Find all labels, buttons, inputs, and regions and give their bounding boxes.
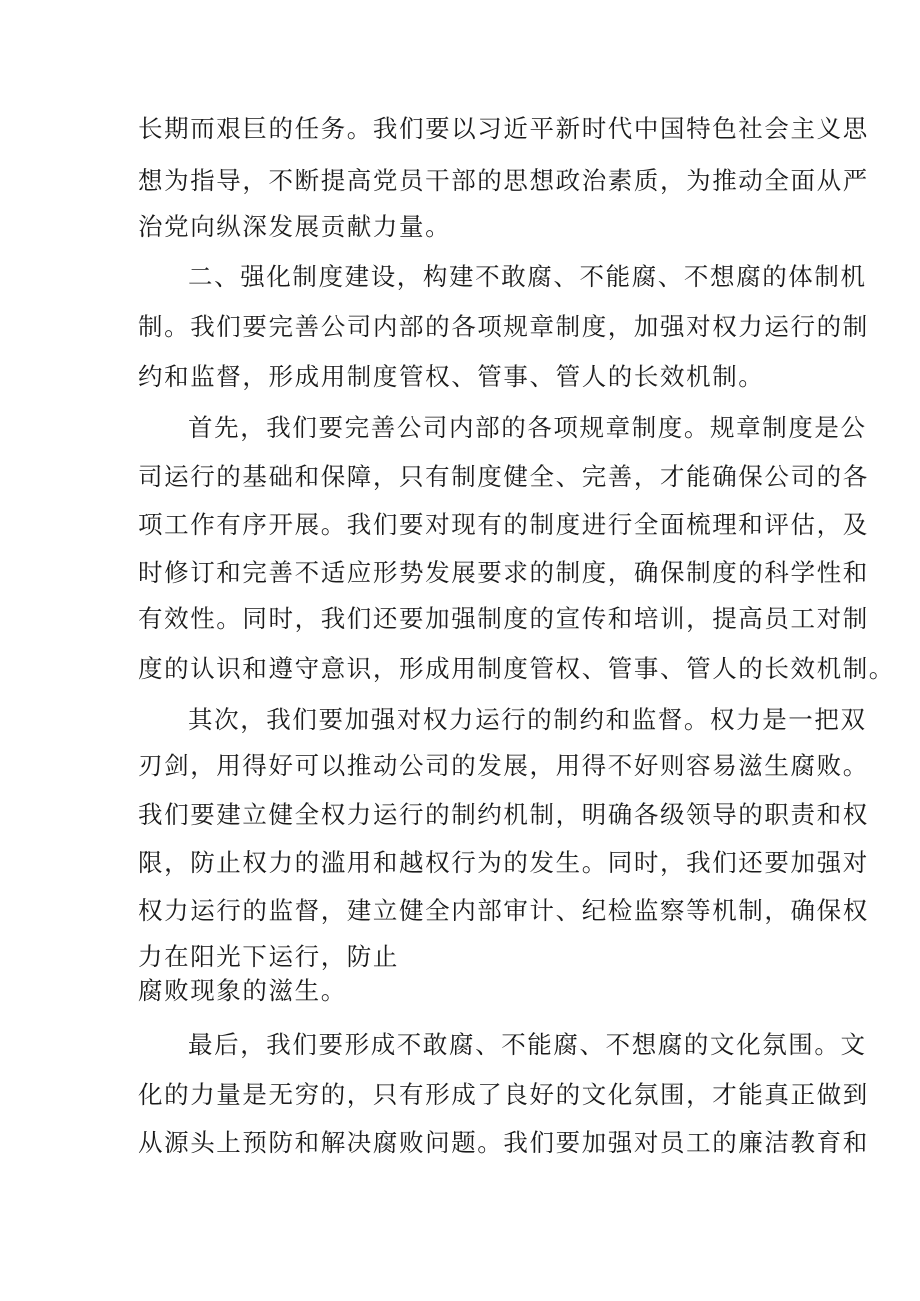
text-line: 化的力量是无穷的，只有形成了良好的文化氛围，才能真正做到 xyxy=(138,1080,869,1109)
text-line: 限，防止权力的滥用和越权行为的发生。同时，我们还要加强对 xyxy=(138,848,869,877)
text-line: 首先，我们要完善公司内部的各项规章制度。规章制度是公 xyxy=(188,413,867,442)
text-line: 其次，我们要加强对权力运行的制约和监督。权力是一把双 xyxy=(188,705,867,734)
text-line: 项工作有序开展。我们要对现有的制度进行全面梳理和评估，及 xyxy=(138,510,869,539)
text-line: 长期而艰巨的任务。我们要以习近平新时代中国特色社会主义思 xyxy=(138,114,869,143)
text-line: 刃剑，用得好可以推动公司的发展，用得不好则容易滋生腐败。 xyxy=(138,751,869,780)
text-line: 司运行的基础和保障，只有制度健全、完善，才能确保公司的各 xyxy=(138,462,869,491)
text-line: 治党向纵深发展贡献力量。 xyxy=(138,212,452,241)
text-line: 制。我们要完善公司内部的各项规章制度，加强对权力运行的制 xyxy=(138,312,869,341)
text-line: 有效性。同时，我们还要加强制度的宣传和培训，提高员工对制 xyxy=(138,604,869,633)
text-line: 度的认识和遵守意识，形成用制度管权、管事、管人的长效机制。 xyxy=(138,654,895,683)
text-line: 权力运行的监督，建立健全内部审计、纪检监察等机制，确保权 xyxy=(138,896,869,925)
paragraph-heading: 二、强化制度建设，构建不敢腐、不能腐、不想腐的体制机 xyxy=(188,262,867,291)
text-line: 力在阳光下运行，防止 xyxy=(138,942,399,971)
text-line: 时修订和完善不适应形势发展要求的制度，确保制度的科学性和 xyxy=(138,558,869,587)
text-line: 最后，我们要形成不敢腐、不能腐、不想腐的文化氛围。文 xyxy=(188,1030,867,1059)
text-line: 从源头上预防和解决腐败问题。我们要加强对员工的廉洁教育和 xyxy=(138,1128,869,1157)
text-line: 腐败现象的滋生。 xyxy=(138,976,347,1005)
text-line: 想为指导，不断提高党员干部的思想政治素质，为推动全面从严 xyxy=(138,166,869,195)
text-line: 我们要建立健全权力运行的制约机制，明确各级领导的职责和权 xyxy=(138,800,869,829)
text-line: 约和监督，形成用制度管权、管事、管人的长效机制。 xyxy=(138,362,765,391)
